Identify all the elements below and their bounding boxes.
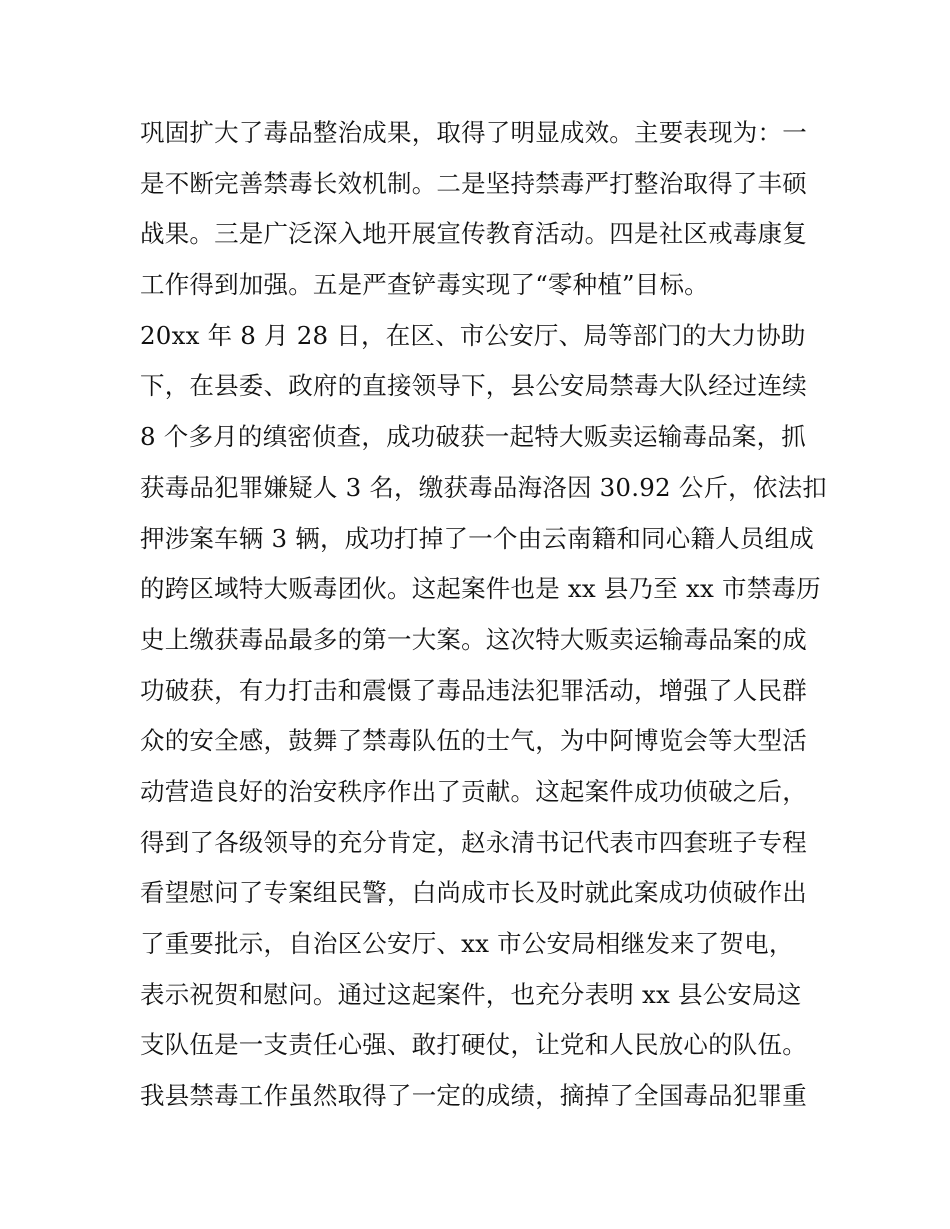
text-line: 众的安全感，鼓舞了禁毒队伍的士气，为中阿博览会等大型活 [140, 726, 807, 756]
text-line: 动营造良好的治安秩序作出了贡献。这起案件成功侦破之后， [140, 776, 807, 806]
text-line: 战果。三是广泛深入地开展宣传教育活动。四是社区戒毒康复 [140, 219, 807, 249]
body-text [140, 108, 827, 1122]
text-line: 史上缴获毒品最多的第一大案。这次特大贩卖运输毒品案的成 [140, 624, 807, 654]
text-line: 20xx 年 8 月 28 日，在区、市公安厅、局等部门的大力协助 [140, 320, 806, 350]
text-line: 看望慰问了专案组民警，白尚成市长及时就此案成功侦破作出 [140, 878, 807, 908]
text-line: 押涉案车辆 3 辆，成功打掉了一个由云南籍和同心籍人员组成 [140, 523, 814, 553]
text-line: 下，在县委、政府的直接领导下，县公安局禁毒大队经过连续 [140, 371, 807, 401]
text-line: 的跨区域特大贩毒团伙。这起案件也是 xx 县乃至 xx 市禁毒历 [140, 574, 821, 604]
text-line: 得到了各级领导的充分肯定，赵永清书记代表市四套班子专程 [140, 827, 807, 857]
text-line: 获毒品犯罪嫌疑人 3 名，缴获毒品海洛因 30.92 公斤，依法扣 [140, 472, 827, 502]
text-line: 8 个多月的缜密侦查，成功破获一起特大贩卖运输毒品案，抓 [140, 422, 806, 452]
text-line: 工作得到加强。五是严查铲毒实现了“零种植”目标。 [140, 270, 709, 300]
text-line: 我县禁毒工作虽然取得了一定的成绩，摘掉了全国毒品犯罪重 [140, 1081, 807, 1111]
text-line: 功破获，有力打击和震慑了毒品违法犯罪活动，增强了人民群 [140, 675, 807, 705]
text-line: 巩固扩大了毒品整治成果，取得了明显成效。主要表现为：一 [140, 118, 807, 147]
text-line: 表示祝贺和慰问。通过这起案件，也充分表明 xx 县公安局这 [140, 979, 802, 1009]
text-line: 了重要批示，自治区公安厅、xx 市公安局相继发来了贺电， [140, 929, 794, 958]
text-line: 支队伍是一支责任心强、敢打硬仗，让党和人民放心的队伍。 [140, 1030, 807, 1060]
text-line: 是不断完善禁毒长效机制。二是坚持禁毒严打整治取得了丰硕 [140, 168, 807, 198]
